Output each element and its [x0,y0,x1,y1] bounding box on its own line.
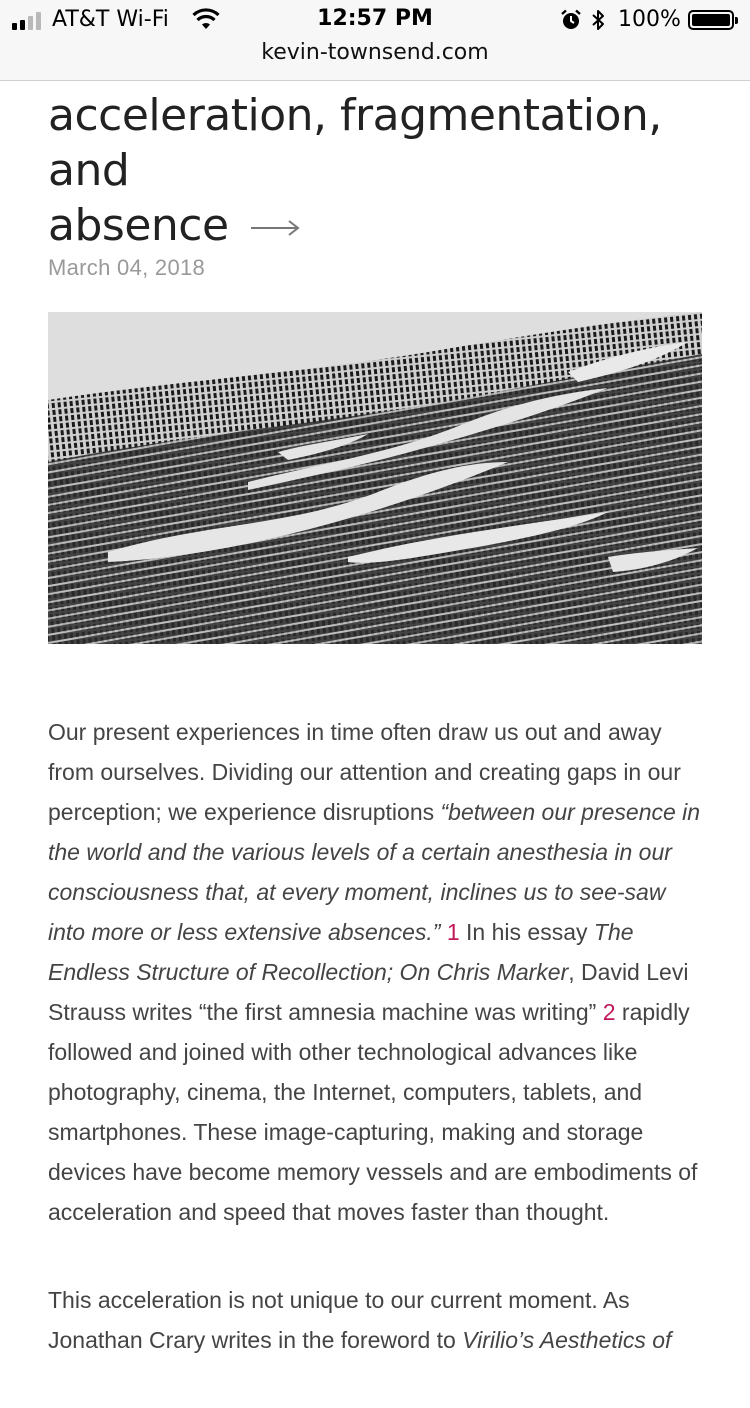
status-bar [0,0,750,40]
post-date: March 04, 2018 [48,255,206,280]
p1-text-b: In his essay [459,919,594,945]
article-title[interactable] [48,88,704,253]
hero-artwork-image [48,312,702,644]
paragraph-1 [48,712,708,1232]
alarm-icon [560,9,582,31]
essay-title: The Endless Structure of Recollection; On Chris Marker [48,919,634,985]
p2-text-a: This acceleration is not unique to our current moment. As Jonathan Crary writes in the foreword to [48,1287,630,1353]
browser-chrome [0,0,750,81]
address-bar[interactable]: kevin-townsend.com [261,40,489,65]
arrow-right-icon[interactable] [251,218,301,238]
clock: 12:57 PM [317,6,433,31]
p1-text-c: , David Levi Strauss writes “the first amnesia machine was writing” [48,959,689,1025]
book-title: Virilio’s Aesthetics of [462,1327,672,1353]
battery-icon [688,10,734,30]
article-body [48,712,708,1408]
p1-text-d: rapidly followed and joined with other technological advances like photography, cinema, the Internet, computers, tablets, and smartphones. These image-capturing, making and storage devices have become memory vessels and are embodiments of acceleration and speed that moves faster than thought. [48,999,698,1225]
paragraph-2 [48,1280,708,1360]
p1-text-a: Our present experiences in time often draw us out and away from ourselves. Dividing our attention and creating gaps in our perception; we experience disruptions [48,719,681,825]
carrier-label: AT&T Wi-Fi [52,7,169,32]
title-line-1: acceleration, fragmentation, and [48,90,662,196]
article-header [48,88,704,281]
footnote-link-2[interactable]: 2 [602,999,616,1025]
title-line-2: absence [48,200,229,251]
battery-percentage: 100% [618,7,681,32]
footnote-link-1[interactable]: 1 [446,919,460,945]
quoted-passage: “between our presence in the world and the various levels of a certain anesthesia in our consciousness that, at every moment, inclines us to see-saw into more or less extensive absences.” [48,799,701,945]
bluetooth-icon [590,8,606,32]
